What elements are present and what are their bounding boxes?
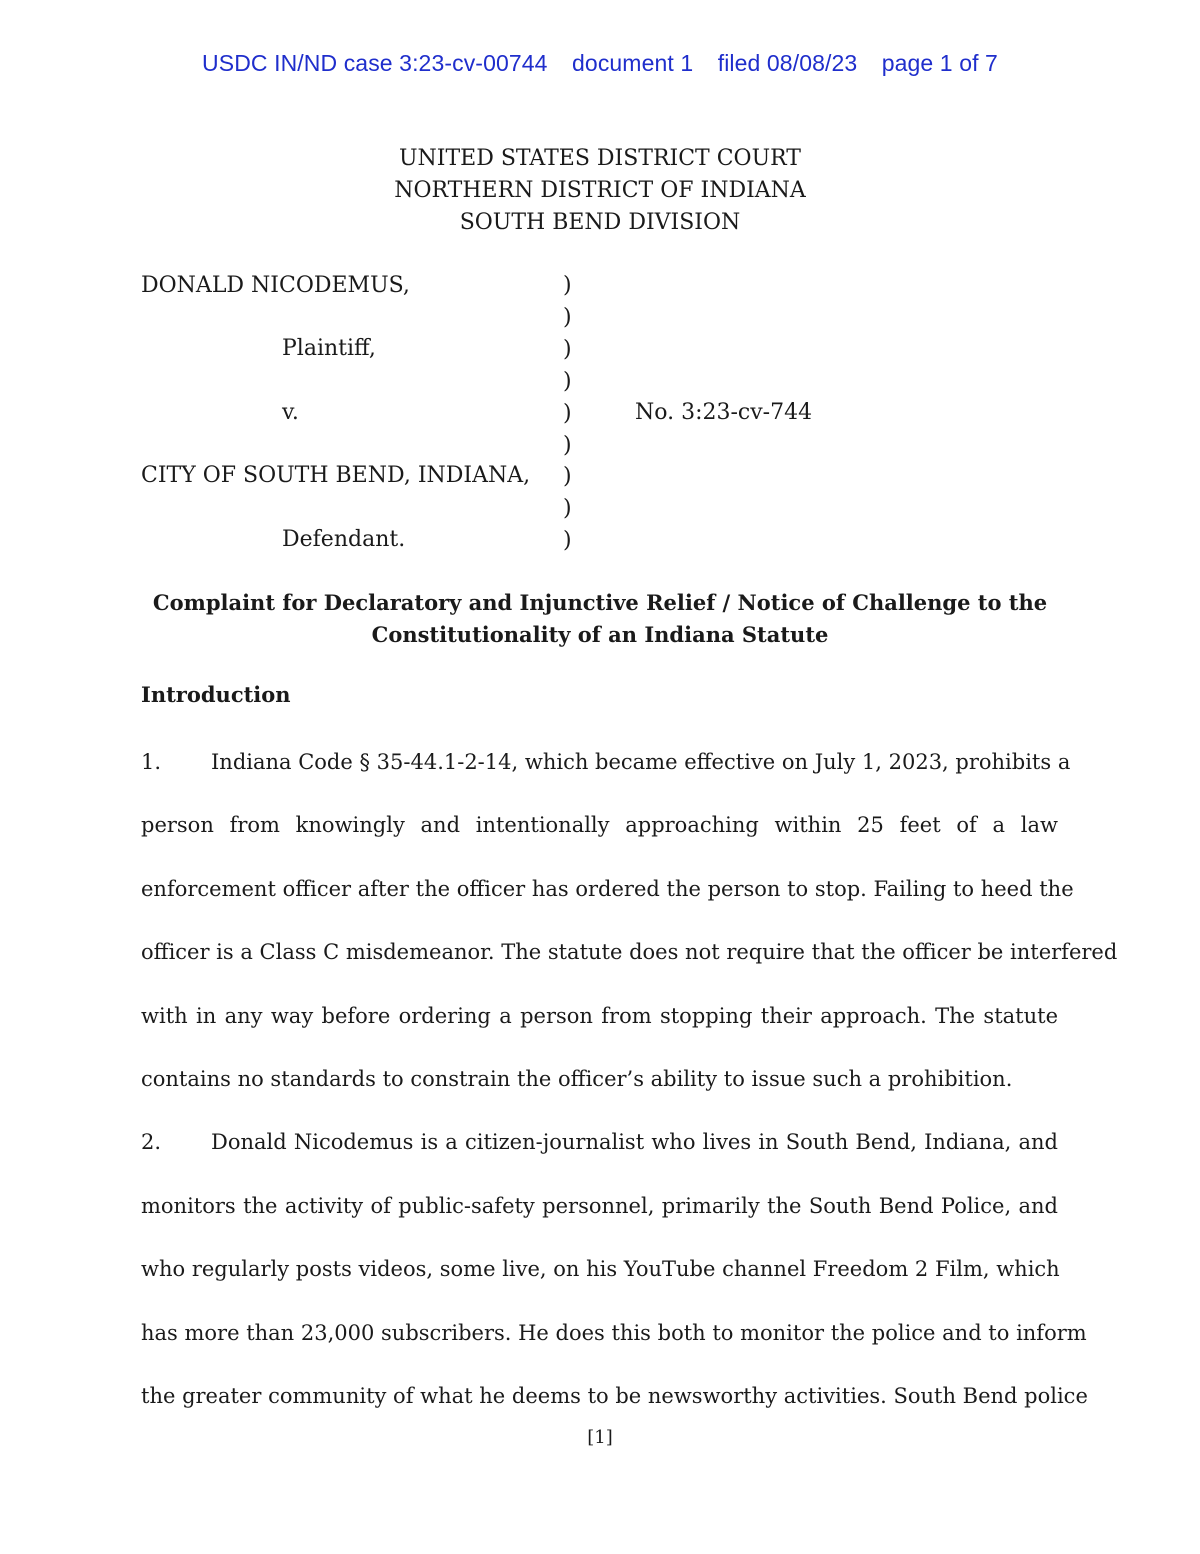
document-title-line: Complaint for Declaratory and Injunctive Relief / Notice of Challenge to the: [152, 590, 1048, 615]
caption-paren: ): [563, 464, 572, 490]
document-title-line: Constitutionality of an Indiana Statute: [371, 622, 829, 647]
paragraph-line: enforcement officer after the officer has ordered the person to stop. Failing to heed the: [141, 877, 1074, 901]
plaintiff-role: Plaintiff,: [282, 336, 376, 361]
court-name: UNITED STATES DISTRICT COURT: [399, 146, 801, 171]
ecf-filed-date: filed 08/08/23: [717, 50, 858, 76]
court-division: SOUTH BEND DIVISION: [459, 210, 741, 235]
caption-paren: ): [563, 528, 572, 554]
paragraph-line: contains no standards to constrain the officer’s ability to issue such a prohibition.: [141, 1067, 1013, 1091]
paragraph-line: person from knowingly and intentionally approaching within 25 feet of a law: [141, 813, 1058, 837]
caption-paren: ): [563, 496, 572, 522]
paragraph-line: Indiana Code § 35-44.1-2-14, which became effective on July 1, 2023, prohibits a: [211, 750, 1071, 774]
ecf-document-number: document 1: [572, 50, 694, 76]
paragraph-line: officer is a Class C misdemeanor. The statute does not require that the officer be interfered: [141, 940, 1118, 964]
plaintiff-name: DONALD NICODEMUS,: [141, 273, 410, 298]
page-number: [1]: [587, 1427, 613, 1448]
case-number: No. 3:23-cv-744: [635, 400, 813, 425]
court-district: NORTHERN DISTRICT OF INDIANA: [394, 178, 806, 203]
caption-paren: ): [563, 336, 572, 362]
caption-parentheses: [563, 270, 572, 557]
paragraph-number: 2.: [141, 1130, 162, 1154]
paragraph-number: 1.: [141, 750, 162, 774]
caption-paren: ): [563, 273, 572, 298]
caption-paren: ): [563, 304, 572, 330]
paragraph-line: Donald Nicodemus is a citizen-journalist who lives in South Bend, Indiana, and: [211, 1130, 1058, 1154]
paragraph-line: with in any way before ordering a person from stopping their approach. The statute: [141, 1004, 1058, 1028]
paragraph-line: has more than 23,000 subscribers. He does this both to monitor the police and to inform: [141, 1321, 1087, 1345]
ecf-page-count: page 1 of 7: [881, 50, 998, 76]
section-heading: Introduction: [141, 682, 291, 707]
ecf-case-number: USDC IN/ND case 3:23-cv-00744: [202, 50, 548, 76]
court-heading: [0, 143, 1200, 239]
caption-paren: ): [563, 432, 572, 458]
defendant-role: Defendant.: [282, 527, 406, 552]
defendant-name: CITY OF SOUTH BEND, INDIANA,: [141, 463, 531, 488]
caption-paren: ): [563, 400, 572, 426]
paragraph-line: the greater community of what he deems to be newsworthy activities. South Bend police: [141, 1384, 1088, 1408]
paragraph-line: who regularly posts videos, some live, on his YouTube channel Freedom 2 Film, which: [141, 1257, 1060, 1281]
paragraph-line: monitors the activity of public-safety personnel, primarily the South Bend Police, and: [141, 1194, 1058, 1218]
ecf-filing-header: [0, 50, 1200, 77]
document-title: [0, 587, 1200, 651]
caption-paren: ): [563, 368, 572, 394]
versus: v.: [282, 400, 299, 425]
